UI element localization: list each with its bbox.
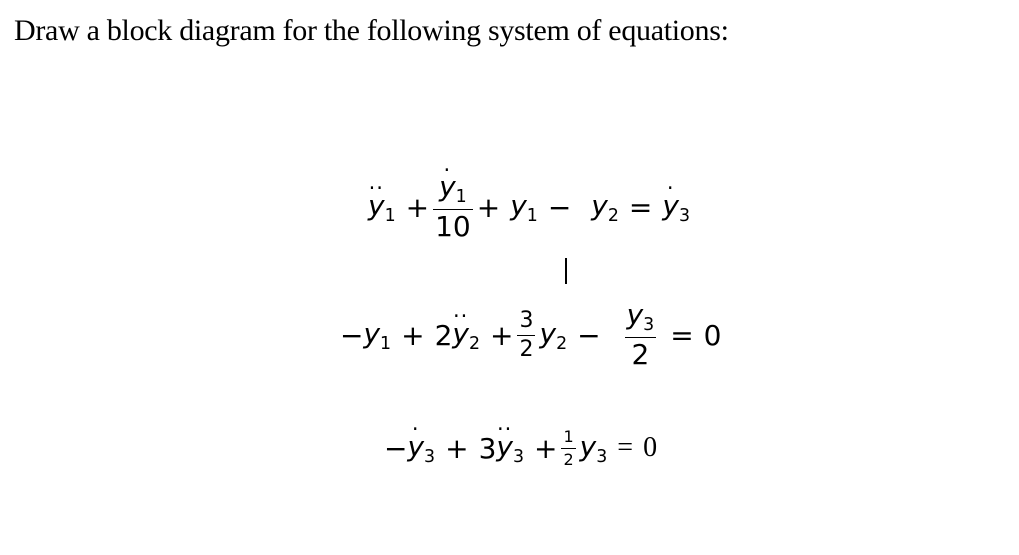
eq1-fraction-y1dot-over-10: · $\frac{y_1}{10}$ (433, 172, 473, 243)
eq1-term-y3-dot: · $y_3$ (662, 189, 690, 226)
eq3-term-y3-dot: · $y_3$ (407, 430, 435, 467)
eq3-term-y3: $y_3$ (579, 429, 608, 467)
eq1-term-y2: $y_2$ (591, 188, 619, 226)
eq2-minus: − (577, 318, 601, 352)
eq2-equals: = (670, 318, 694, 352)
eq2-fraction-y3-over-2: $\frac{y_3}{2}$ (626, 298, 655, 372)
equation-1 (368, 172, 690, 243)
eq1-minus: − (547, 190, 572, 224)
equation-3 (384, 428, 657, 468)
eq2-term-y2-double-dot: ·· $y_2$ (452, 317, 480, 354)
eq1-plus-2: + (476, 190, 501, 224)
eq2-plus-2: + (490, 318, 514, 352)
vertical-stroke-mark (565, 258, 567, 284)
eq3-rhs-zero: 0 (643, 432, 658, 464)
eq3-plus-1: + (445, 431, 469, 465)
problem-title: Draw a block diagram for the following system of equations: (14, 14, 729, 47)
eq1-plus-1: + (405, 190, 430, 224)
eq3-fraction-1-over-2: $\frac{1}{2}$ (563, 427, 574, 469)
eq2-rhs-zero: 0 (703, 318, 722, 352)
eq3-plus-2: + (534, 431, 558, 465)
eq2-plus-1: + (401, 318, 425, 352)
eq3-equals: = (617, 432, 634, 464)
eq1-term-y1-double-dot: ·· $y_1$ (368, 189, 396, 226)
eq2-minus-lead: − (340, 318, 364, 352)
eq2-term-y1: $y_1$ (363, 316, 392, 354)
eq3-term-y3-double-dot: ·· $y_3$ (496, 430, 524, 467)
equation-2 (340, 300, 722, 371)
eq2-term-y2: $y_2$ (539, 316, 568, 354)
eq3-coef-3: 3 (478, 431, 497, 465)
eq1-term-y1: $y_1$ (510, 188, 538, 226)
eq1-equals: = (628, 190, 653, 224)
eq2-fraction-3-over-2: $\frac{3}{2}$ (519, 307, 534, 362)
eq2-coef-2: 2 (434, 318, 453, 352)
eq3-minus-lead: − (384, 431, 408, 465)
